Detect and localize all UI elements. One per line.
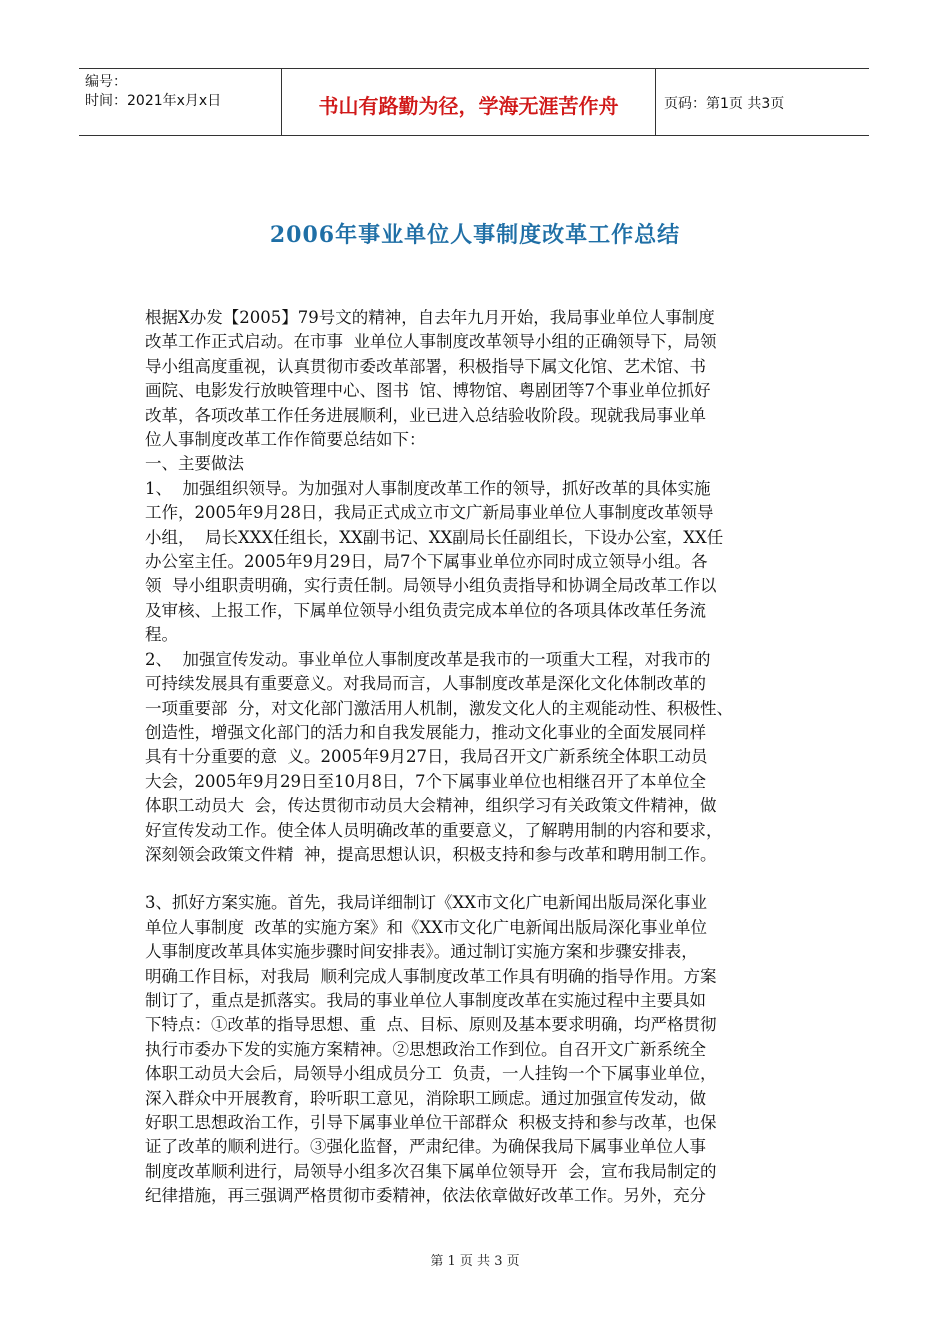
number-label: 编号： bbox=[85, 74, 127, 90]
text-line: 及审核、上报工作，下属单位领导小组负责完成本单位的各项具体改革任务流 bbox=[145, 600, 706, 620]
text-line: 好宣传发动工作。使全体人员明确改革的重要意义，了解聘用制的内容和要求， bbox=[145, 820, 723, 840]
paragraph-intro bbox=[145, 306, 825, 452]
header-meta bbox=[79, 69, 281, 135]
text-line: 单位人事制度 改革的实施方案》和《XX市文化广电新闻出版局深化事业单位 bbox=[145, 917, 707, 937]
text-line: 根据X办发【2005】79号文的精神，自去年九月开始，我局事业单位人事制度 bbox=[145, 308, 715, 327]
text-line: 1、 加强组织领导。为加强对人事制度改革工作的领导，抓好改革的具体实施 bbox=[145, 478, 711, 498]
text-line: 3、抓好方案实施。首先，我局详细制订《XX市文化广电新闻出版局深化事业 bbox=[145, 893, 707, 913]
paragraph-item-1 bbox=[145, 477, 825, 648]
text-line: 导小组高度重视，认真贯彻市委改革部署，积极指导下属文化馆、艺术馆、书 bbox=[145, 356, 706, 376]
text-line: 具有十分重要的意 义。2005年9月27日，我局召开文广新系统全体职工动员 bbox=[145, 747, 708, 767]
text-line: 画院、电影发行放映管理中心、图书 馆、博物馆、粤剧团等7个事业单位抓好 bbox=[145, 381, 711, 401]
document-title: 2006年事业单位人事制度改革工作总结 bbox=[269, 222, 681, 248]
text-line: 明确工作目标，对我局 顺利完成人事制度改革工作具有明确的指导作用。方案 bbox=[145, 966, 717, 986]
text-line: 人事制度改革具体实施步骤时间安排表》。通过制订实施方案和步骤安排表， bbox=[145, 942, 698, 962]
text-line: 小组， 局长XXX任组长，XX副书记、XX副局长任副组长，下设办公室，XX任 bbox=[145, 527, 724, 547]
text-line: 改革工作正式启动。在市事 业单位人事制度改革领导小组的正确领导下，局领 bbox=[145, 332, 717, 352]
motto: 书山有路勤为径，学海无涯苦作舟 bbox=[281, 69, 656, 135]
text-line: 深入群众中开展教育，聆听职工意见，消除职工顾虑。通过加强宣传发动，做 bbox=[145, 1088, 706, 1108]
text-line: 位人事制度改革工作作简要总结如下： bbox=[145, 430, 426, 450]
header-table bbox=[79, 68, 869, 136]
text-line: 一项重要部 分，对文化部门激活用人机制，激发文化人的主观能动性、积极性、 bbox=[145, 698, 733, 718]
text-line: 领 导小组职责明确，实行责任制。局领导小组负责指导和协调全局改革工作以 bbox=[145, 576, 717, 596]
text-line: 好职工思想政治工作，引导下属事业单位干部群众 积极支持和参与改革，也保 bbox=[145, 1113, 717, 1132]
text-line: 大会，2005年9月29日至10月8日，7个下属事业单位也相继召开了本单位全 bbox=[145, 771, 706, 791]
text-line: 纪律措施，再三强调严格贯彻市委精神，依法依章做好改革工作。另外，充分 bbox=[145, 1186, 706, 1206]
text-line: 2、 加强宣传发动。事业单位人事制度改革是我市的一项重大工程，对我市的 bbox=[145, 649, 711, 669]
paragraph-item-3 bbox=[145, 891, 825, 1208]
text-line: 制度改革顺利进行，局领导小组多次召集下属单位领导开 会，宣布我局制定的 bbox=[145, 1161, 717, 1181]
text-line: 工作，2005年9月28日，我局正式成立市文广新局事业单位人事制度改革领导 bbox=[145, 503, 714, 523]
text-line: 证了改革的顺利进行。③强化监督，严肃纪律。为确保我局下属事业单位人事 bbox=[145, 1137, 706, 1157]
page-label: 页码：第1页 共3页 bbox=[664, 96, 785, 112]
text-line: 制订了，重点是抓落实。我局的事业单位人事制度改革在实施过程中主要具如 bbox=[145, 990, 706, 1010]
text-line: 可持续发展具有重要意义。对我局而言，人事制度改革是深化文化体制改革的 bbox=[145, 674, 706, 694]
text-line: 体职工动员大会后，局领导小组成员分工 负责，一人挂钩一个下属事业单位， bbox=[145, 1064, 717, 1084]
time-label: 时间：2021年x月x日 bbox=[85, 93, 222, 109]
paragraph-item-2 bbox=[145, 648, 825, 868]
text-line: 下特点：①改革的指导思想、重 点、目标、原则及基本要求明确，均严格贯彻 bbox=[145, 1015, 717, 1035]
text-line: 创造性，增强文化部门的活力和自我发展能力，推动文化事业的全面发展同样 bbox=[145, 722, 706, 742]
paragraph-gap bbox=[145, 867, 825, 891]
text-line: 改革，各项改革工作任务进展顺利，业已进入总结验收阶段。现就我局事业单 bbox=[145, 405, 706, 425]
text-line: 深刻领会政策文件精 神，提高思想认识，积极支持和参与改革和聘用制工作。 bbox=[145, 844, 717, 864]
text-line: 办公室主任。2005年9月29日，局7个下属事业单位亦同时成立领导小组。各 bbox=[145, 552, 708, 572]
section-heading: 一、主要做法 bbox=[145, 454, 244, 474]
text-line: 程。 bbox=[145, 625, 178, 645]
text-line: 执行市委办下发的实施方案精神。②思想政治工作到位。自召开文广新系统全 bbox=[145, 1039, 706, 1059]
page-footer: 第 1 页 共 3 页 bbox=[430, 1254, 520, 1269]
document-body bbox=[145, 306, 825, 1209]
text-line: 体职工动员大 会，传达贯彻市动员大会精神，组织学习有关政策文件精神，做 bbox=[145, 796, 717, 816]
